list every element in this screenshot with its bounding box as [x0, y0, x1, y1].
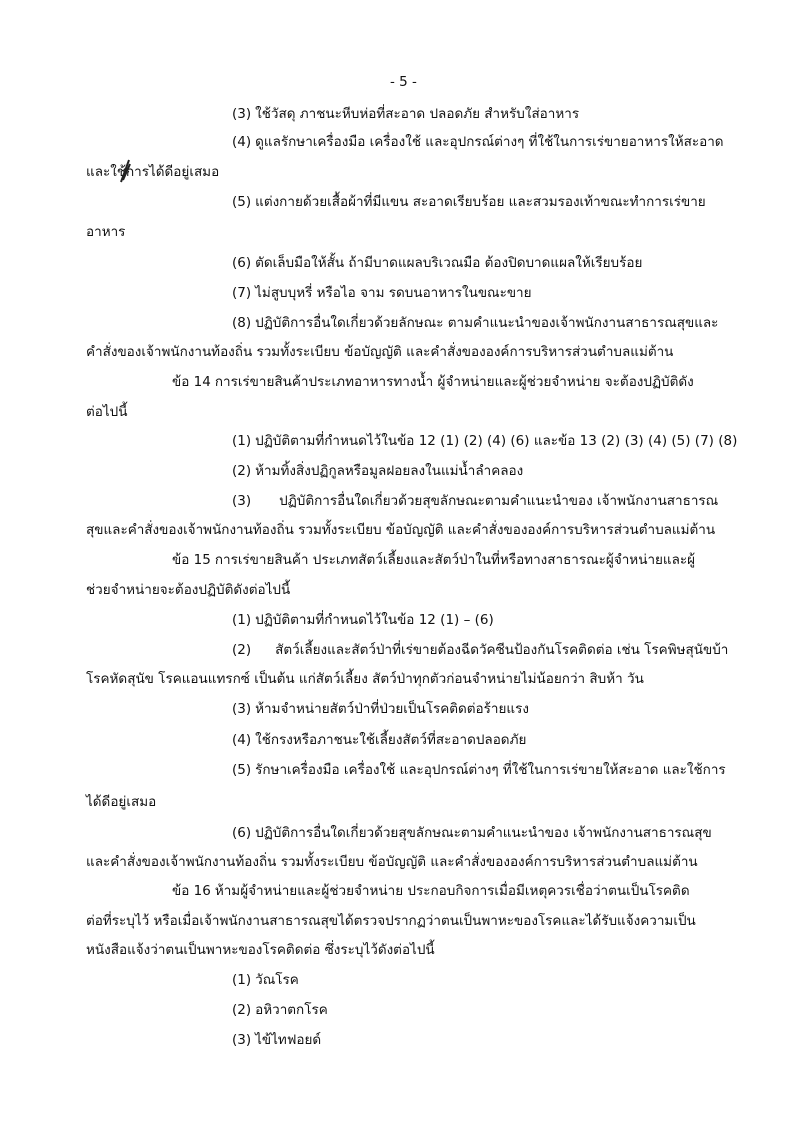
item-text: สัตว์เลี้ยงและสัตว์ป่าที่เร่ขายต้องฉีดวัคซีนป้องกันโรคติดต่อ เช่น โรคพิษสุนัขบ้า: [275, 642, 729, 658]
clause-text: ห้ามผู้จำหน่ายและผู้ช่วยจำหน่าย ประกอบกิจการเมื่อมีเหตุควรเชื่อว่าตนเป็นโรคติด: [214, 883, 690, 899]
item-line: [232, 104, 579, 124]
item-text: ปฏิบัติการอื่นใดเกี่ยวด้วยสุขลักษณะตามคำแนะนำของ เจ้าพนักงานสาธารณสุข: [255, 825, 712, 841]
item-text: ไม่สูบบุหรี่ หรือไอ จาม รดบนอาหารในขณะขาย: [255, 285, 532, 301]
item-text: วัณโรค: [255, 972, 299, 988]
item-text: ไข้ไทฟอยด์: [255, 1032, 322, 1048]
item-line: [232, 253, 642, 273]
continuation-line: คำสั่งของเจ้าพนักงานท้องถิ่น รวมทั้งระเบียบ ข้อบัญญัติ และคำสั่งขององค์การบริหารส่วนตำบลแม่ต้าน: [86, 344, 674, 360]
item-label: (4): [232, 134, 252, 150]
item-text: ปฏิบัติการอื่นใดเกี่ยวด้วยสุขลักษณะตามคำแนะนำของ เจ้าพนักงานสาธารณ: [279, 493, 719, 509]
clause-line: [172, 881, 690, 901]
item-text: ปฏิบัติการอื่นใดเกี่ยวด้วยลักษณะ ตามคำแนะนำของเจ้าพนักงานสาธารณสุขและ: [255, 315, 719, 331]
item-text: ห้ามจำหน่ายสัตว์ป่าที่ป่วยเป็นโรคติดต่อร้ายแรง: [255, 701, 529, 717]
item-text: ปฏิบัติตามที่กำหนดไว้ในข้อ 12 (1) – (6): [255, 612, 494, 628]
item-text: ตัดเล็บมือให้สั้น ถ้ามีบาดแผลบริเวณมือ ต้องปิดบาดแผลให้เรียบร้อย: [255, 255, 643, 271]
item-text: ดูแลรักษาเครื่องมือ เครื่องใช้ และอุปกรณ์ต่างๆ ที่ใช้ในการเร่ขายอาหารให้สะอาด: [255, 134, 724, 150]
item-label: (1): [232, 612, 252, 628]
item-label: (1): [232, 433, 252, 449]
continuation-line: โรคหัดสุนัข โรคแอนแทรกซ์ เป็นต้น แก่สัตว์เลี้ยง สัตว์ป่าทุกตัวก่อนจำหน่ายไม่น้อยกว่า สิบห้า วัน: [86, 671, 644, 687]
clause-label: ข้อ 15: [172, 552, 211, 568]
item-line: [232, 132, 724, 152]
item-label: (3): [232, 106, 252, 122]
item-line: [232, 640, 728, 660]
continuation-line: สุขและคำสั่งของเจ้าพนักงานท้องถิ่น รวมทั้งระเบียบ ข้อบัญญัติ และคำสั่งขององค์การบริหารส่วนตำบลแม่ต้าน: [86, 522, 716, 538]
item-label: (2): [232, 1002, 252, 1018]
item-line: [232, 313, 718, 333]
item-text: ปฏิบัติตามที่กำหนดไว้ในข้อ 12 (1) (2) (4) (6) และข้อ 13 (2) (3) (4) (5) (7) (8): [255, 433, 738, 449]
item-line: [232, 491, 718, 511]
item-text: แต่งกายด้วยเสื้อผ้าที่มีแขน สะอาดเรียบร้อย และสวมรองเท้าขณะทำการเร่ขาย: [255, 194, 706, 210]
item-label: (6): [232, 825, 252, 841]
item-label: (5): [232, 194, 252, 210]
clause-label: ข้อ 16: [172, 883, 211, 899]
item-label: (1): [232, 972, 252, 988]
clause-line: [172, 372, 694, 392]
continuation-line: ต่อที่ระบุไว้ หรือเมื่อเจ้าพนักงานสาธารณสุขได้ตรวจปรากฏว่าตนเป็นพาหะของโรคและได้รับแจ้งความเป็น: [86, 913, 696, 929]
item-text: ใช้กรงหรือภาชนะใช้เลี้ยงสัตว์ที่สะอาดปลอดภัย: [255, 732, 527, 748]
item-text: ใช้วัสดุ ภาชนะหีบห่อที่สะอาด ปลอดภัย สำหรับใส่อาหาร: [255, 106, 580, 122]
item-line: [232, 760, 726, 780]
item-line: [232, 699, 529, 719]
continuation-line: และใช้การได้ดีอยู่เสมอ: [86, 164, 220, 180]
item-text: อหิวาตกโรค: [255, 1002, 328, 1018]
clause-text: การเร่ขายสินค้า ประเภทสัตว์เลี้ยงและสัตว์ป่าในที่หรือทางสาธารณะผู้จำหน่ายและผู้: [214, 552, 696, 568]
item-line: [232, 1000, 328, 1020]
item-line: [232, 970, 299, 990]
item-line: [232, 730, 526, 750]
item-line: [232, 283, 532, 303]
clause-text: การเร่ขายสินค้าประเภทอาหารทางน้ำ ผู้จำหน่ายและผู้ช่วยจำหน่าย จะต้องปฏิบัติดัง: [214, 374, 694, 390]
item-label: (3): [232, 493, 252, 509]
item-label: (2): [232, 463, 252, 479]
item-label: (6): [232, 255, 252, 271]
continuation-line: และคำสั่งของเจ้าพนักงานท้องถิ่น รวมทั้งระเบียบ ข้อบัญญัติ และคำสั่งขององค์การบริหารส่วนตำบลแม่ต้าน: [86, 854, 698, 870]
item-line: [232, 192, 706, 212]
item-text: ห้ามทิ้งสิ่งปฏิกูลหรือมูลฝอยลงในแม่น้ำลำคลอง: [255, 463, 524, 479]
clause-label: ข้อ 14: [172, 374, 211, 390]
continuation-line: ช่วยจำหน่ายจะต้องปฏิบัติดังต่อไปนี้: [86, 582, 291, 598]
page-number: - 5 -: [390, 74, 417, 90]
item-label: (2): [232, 642, 252, 658]
continuation-line: ต่อไปนี้: [86, 404, 128, 420]
item-label: (8): [232, 315, 252, 331]
item-label: (4): [232, 732, 252, 748]
item-label: (7): [232, 285, 252, 301]
item-line: [232, 823, 712, 843]
item-line: [232, 610, 494, 630]
item-label: (3): [232, 1032, 252, 1048]
item-line: [232, 461, 523, 481]
clause-line: [172, 550, 695, 570]
item-text: รักษาเครื่องมือ เครื่องใช้ และอุปกรณ์ต่างๆ ที่ใช้ในการเร่ขายให้สะอาด และใช้การ: [255, 762, 726, 778]
continuation-line: หนังสือแจ้งว่าตนเป็นพาหะของโรคติดต่อ ซึ่งระบุไว้ดังต่อไปนี้: [86, 942, 435, 958]
item-line: [232, 431, 737, 451]
continuation-line: ได้ดีอยู่เสมอ: [86, 794, 157, 810]
item-label: (3): [232, 701, 252, 717]
handwritten-strike-mark: [118, 158, 132, 184]
continuation-line: อาหาร: [86, 224, 126, 240]
item-line: [232, 1030, 321, 1050]
item-label: (5): [232, 762, 252, 778]
